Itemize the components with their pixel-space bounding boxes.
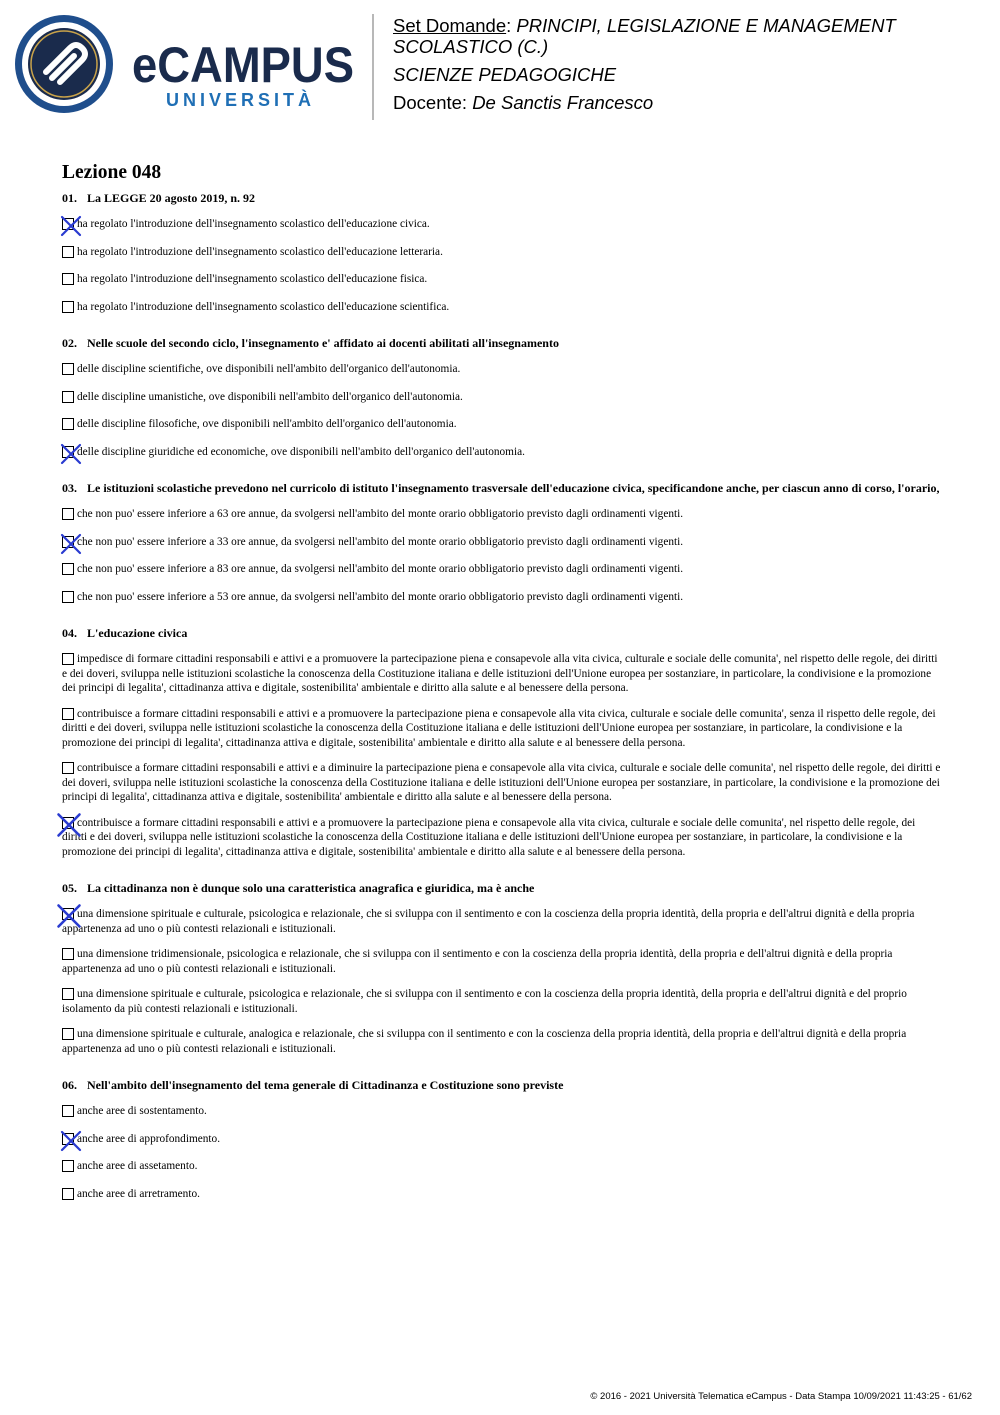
course-info xyxy=(393,15,983,120)
question-title xyxy=(62,191,942,205)
answer-text: che non puo' essere inferiore a 33 ore annue, da svolgersi nell'ambito del monte orario obbligatorio previsto dagli ordinamenti vigenti. xyxy=(77,535,684,548)
answer-text: una dimensione tridimensionale, psicologica e relazionale, che si sviluppa con il sentimento e con la coscienza della propria identità, della propria e dell'altrui dignità e della propria appartenenza ad uno o più contesti relazionali e istituzionali. xyxy=(62,948,893,975)
answer-option xyxy=(62,987,942,1016)
answer-option xyxy=(62,417,942,432)
question-list xyxy=(62,191,942,1201)
teacher-name: De Sanctis Francesco xyxy=(472,92,654,113)
answer-text: che non puo' essere inferiore a 83 ore annue, da svolgersi nell'ambito del monte orario obbligatorio previsto dagli ordinamenti vigenti. xyxy=(77,563,684,575)
answer-option xyxy=(62,707,942,751)
answer-option xyxy=(62,590,942,605)
answer-text: anche aree di approfondimento. xyxy=(77,1132,221,1145)
answer-text: che non puo' essere inferiore a 53 ore annue, da svolgersi nell'ambito del monte orario obbligatorio previsto dagli ordinamenti vigenti. xyxy=(77,590,684,603)
answer-text: ha regolato l'introduzione dell'insegnamento scolastico dell'educazione fisica. xyxy=(77,273,428,285)
answer-option xyxy=(62,1104,942,1119)
checkbox[interactable] xyxy=(62,762,74,774)
answer-text: una dimensione spirituale e culturale, psicologica e relazionale, che si sviluppa con il sentimento e con la coscienza della propria identità, della propria e dell'altrui dignità e della propria appartenenza ad uno o più contesti relazionali e istituzionali. xyxy=(62,908,915,935)
answer-text: che non puo' essere inferiore a 63 ore annue, da svolgersi nell'ambito del monte orario obbligatorio previsto dagli ordinamenti vigenti. xyxy=(77,508,684,520)
checkbox[interactable] xyxy=(62,508,74,520)
question-number: 04. xyxy=(62,626,77,640)
answer-option xyxy=(62,1187,942,1202)
checkbox[interactable] xyxy=(62,273,74,285)
checkbox-checked[interactable] xyxy=(62,817,74,829)
answer-text: ha regolato l'introduzione dell'insegnamento scolastico dell'educazione letteraria. xyxy=(77,245,443,258)
page-footer: © 2016 - 2021 Università Telematica eCampus - Data Stampa 10/09/2021 11:43:25 - 61/62 xyxy=(590,1391,972,1402)
checkbox-checked[interactable] xyxy=(62,908,74,920)
answer-option xyxy=(62,816,942,860)
checkbox[interactable] xyxy=(62,1028,74,1040)
checkbox-checked[interactable] xyxy=(62,1133,74,1145)
lesson-title: Lezione 048 xyxy=(62,162,162,183)
answer-option xyxy=(62,907,942,936)
answer-option xyxy=(62,535,942,550)
question xyxy=(62,481,942,604)
cross-mark-icon xyxy=(59,1129,83,1153)
checkbox[interactable] xyxy=(62,246,74,258)
question-text: Nelle scuole del secondo ciclo, l'insegnamento e' affidato ai docenti abilitati all'insegnamento xyxy=(87,336,559,350)
answer-text: delle discipline umanistiche, ove disponibili nell'ambito dell'organico dell'autonomia. xyxy=(77,390,463,403)
answer-text: anche aree di arretramento. xyxy=(77,1187,200,1200)
answer-option xyxy=(62,300,942,315)
question-title xyxy=(62,1078,942,1092)
logo-brand: eCAMPUS xyxy=(132,37,354,93)
answer-text: contribuisce a formare cittadini responsabili e attivi e a diminuire la partecipazione piena e consapevole alla vita civica, culturale e sociale delle comunita', nel rispetto delle regole, dei diritti e dei doveri, sviluppa nelle istituzioni scolastiche la conoscenza della Costituzione italiana e delle istituzioni dell'Unione europea per sostanziare, in particolare, la condivisione e la promozione dei principi di legalita', cittadinanza attiva e digitale, sostenibilita' ambientale e diritto alla salute e al benessere della persona. xyxy=(62,762,941,803)
question xyxy=(62,1078,942,1201)
checkbox[interactable] xyxy=(62,563,74,575)
cross-mark-icon xyxy=(55,902,83,930)
answer-option xyxy=(62,362,942,377)
answer-option xyxy=(62,272,942,287)
answer-option xyxy=(62,1159,942,1174)
checkbox[interactable] xyxy=(62,418,74,430)
answer-option xyxy=(62,445,942,460)
question-title xyxy=(62,481,942,495)
checkbox-checked[interactable] xyxy=(62,446,74,458)
answer-option xyxy=(62,947,942,976)
checkbox-checked[interactable] xyxy=(62,536,74,548)
answer-text: delle discipline filosofiche, ove disponibili nell'ambito dell'organico dell'autonomia. xyxy=(77,418,457,430)
course-line-2: SCOLASTICO (C.) xyxy=(393,36,549,57)
questions-content xyxy=(62,162,942,1223)
question-text: Le istituzioni scolastiche prevedono nel curricolo di istituto l'insegnamento trasversale dell'educazione civica, specificandone anche, per ciascun anno di corso, l'orario, xyxy=(87,481,940,495)
answer-text: delle discipline scientifiche, ove disponibili nell'ambito dell'organico dell'autonomia. xyxy=(77,363,461,375)
checkbox[interactable] xyxy=(62,591,74,603)
cross-mark-icon xyxy=(59,532,83,556)
course-line-1: PRINCIPI, LEGISLAZIONE E MANAGEMENT xyxy=(516,15,896,36)
answer-text: ha regolato l'introduzione dell'insegnamento scolastico dell'educazione civica. xyxy=(77,218,430,230)
checkbox[interactable] xyxy=(62,708,74,720)
degree-name: SCIENZE PEDAGOGICHE xyxy=(393,64,617,85)
answer-option xyxy=(62,245,942,260)
question-text: La cittadinanza non è dunque solo una caratteristica anagrafica e giuridica, ma è anche xyxy=(87,881,535,895)
answer-text: contribuisce a formare cittadini responsabili e attivi e a promuovere la partecipazione piena e consapevole alla vita civica, culturale e sociale delle comunita', senza il rispetto delle regole, dei diritti e dei doveri, sviluppa nelle istituzioni scolastiche la conoscenza della Costituzione italiana e delle istituzioni dell'Unione europea per sostanziare, in particolare, la condivisione e la promozione dei principi di legalita', cittadinanza attiva e digitale, sostenibilita' ambientale e diritto alla salute e al benessere della persona. xyxy=(62,707,936,749)
header-divider xyxy=(372,14,374,120)
answer-option xyxy=(62,390,942,405)
answer-text: una dimensione spirituale e culturale, psicologica e relazionale, che si sviluppa con il sentimento e con la coscienza della propria identità, della propria e dell'altrui dignità e del proprio isolamento da più contesti relazionali e istituzionali. xyxy=(62,988,907,1015)
answer-option xyxy=(62,507,942,522)
question-title xyxy=(62,336,942,350)
checkbox[interactable] xyxy=(62,1160,74,1172)
answer-option xyxy=(62,652,942,696)
checkbox[interactable] xyxy=(62,988,74,1000)
answer-text: anche aree di sostentamento. xyxy=(77,1105,207,1117)
question-text: Nell'ambito dell'insegnamento del tema generale di Cittadinanza e Costituzione sono previste xyxy=(87,1078,564,1092)
answer-option xyxy=(62,1132,942,1147)
question xyxy=(62,336,942,459)
answer-text: ha regolato l'introduzione dell'insegnamento scolastico dell'educazione scientifica. xyxy=(77,300,450,313)
page-header xyxy=(0,0,1000,130)
checkbox[interactable] xyxy=(62,391,74,403)
ecampus-logo xyxy=(14,14,359,114)
cross-mark-icon xyxy=(59,442,83,466)
cross-mark-icon xyxy=(59,214,83,238)
question-number: 03. xyxy=(62,481,77,495)
checkbox[interactable] xyxy=(62,301,74,313)
answer-text: contribuisce a formare cittadini responsabili e attivi e a promuovere la partecipazione piena e consapevole alla vita civica, culturale e sociale delle comunita', nel rispetto delle regole, dei diritti e dei doveri, sviluppa nelle istituzioni scolastiche la conoscenza della Costituzione italiana e delle istituzioni dell'Unione europea per sostanziare, in particolare, la condivisione e la promozione dei principi di legalita', cittadinanza attiva e digitale, sostenibilita' ambientale e diritto alla salute e al benessere della persona. xyxy=(62,816,916,858)
question-number: 01. xyxy=(62,191,77,205)
answer-option xyxy=(62,1027,942,1056)
question-text: La LEGGE 20 agosto 2019, n. 92 xyxy=(87,191,256,205)
set-label: Set Domande xyxy=(393,15,507,36)
set-colon: : xyxy=(506,15,512,36)
question-title xyxy=(62,626,942,640)
answer-text: impedisce di formare cittadini responsabili e attivi e a promuovere la partecipazione piena e consapevole alla vita civica, culturale e sociale delle comunita', nel rispetto delle regole, dei diritti e dei doveri, sviluppa nelle istituzioni scolastiche la conoscenza della Costituzione italiana e delle istituzioni dell'Unione europea per sostanziare, in particolare, la condivisione e la promozione dei principi di legalita', cittadinanza attiva e digitale, sostenibilita' ambientale e diritto alla salute e al benessere della persona. xyxy=(62,653,938,694)
logo-subtitle: UNIVERSITÀ xyxy=(166,90,316,110)
question-number: 02. xyxy=(62,336,77,350)
checkbox[interactable] xyxy=(62,653,74,665)
cross-mark-icon xyxy=(55,811,83,839)
teacher-label: Docente: xyxy=(393,92,468,113)
answer-option xyxy=(62,761,942,805)
question-title xyxy=(62,881,942,895)
answer-text: anche aree di assetamento. xyxy=(77,1160,198,1172)
question-number: 05. xyxy=(62,881,77,895)
question xyxy=(62,626,942,859)
question xyxy=(62,881,942,1056)
answer-text: una dimensione spirituale e culturale, analogica e relazionale, che si sviluppa con il sentimento e con la coscienza della propria identità, della propria e dell'altrui dignità e della propria appartenenza ad uno o più contesti relazionali e istituzionali. xyxy=(62,1028,907,1055)
answer-option xyxy=(62,217,942,232)
question-number: 06. xyxy=(62,1078,77,1092)
question xyxy=(62,191,942,314)
answer-text: delle discipline giuridiche ed economiche, ove disponibili nell'ambito dell'organico dell'autonomia. xyxy=(77,445,525,458)
question-text: L'educazione civica xyxy=(87,626,188,640)
checkbox[interactable] xyxy=(62,363,74,375)
checkbox[interactable] xyxy=(62,1105,74,1117)
checkbox[interactable] xyxy=(62,1188,74,1200)
checkbox-checked[interactable] xyxy=(62,218,74,230)
checkbox[interactable] xyxy=(62,948,74,960)
answer-option xyxy=(62,562,942,577)
